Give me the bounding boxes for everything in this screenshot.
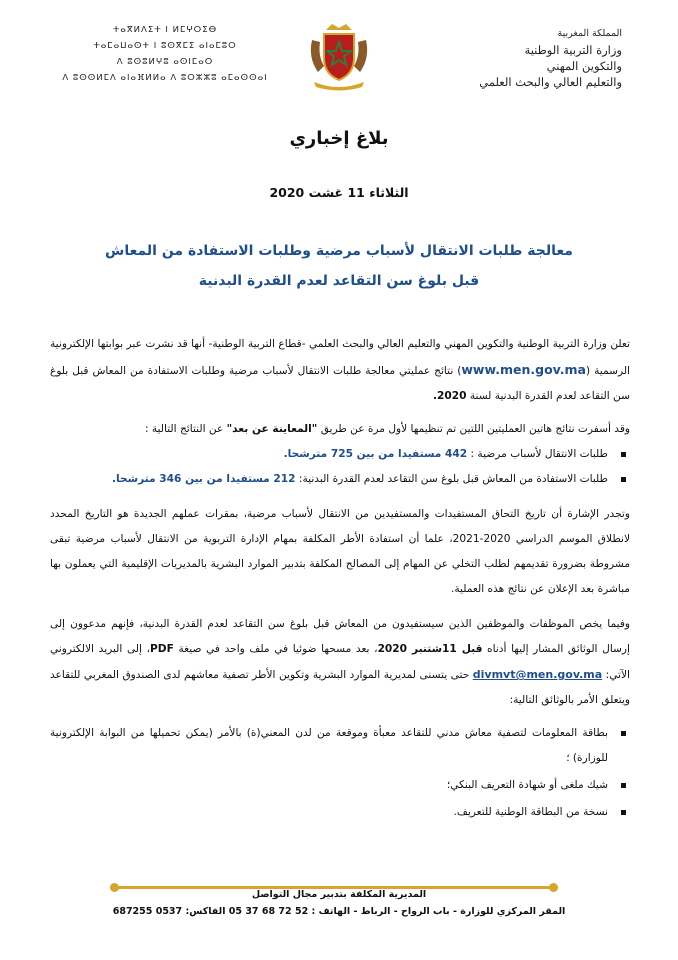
document-body (50, 332, 630, 827)
list-item: بطاقة المعلومات لتصفية معاش مدني للتقاعد معبأة وموقعة من لدن المعني(ة) بالأمر (يمكن تحميلها من البوابة الإلكترونية للوزارة) ؛ (50, 721, 630, 771)
ministry-line: ⴷ ⵓⵙⵓⵍⵖⵓ ⴰⵙⵏⵎⴰⵔ (116, 57, 214, 67)
royal-emblem-icon (304, 20, 374, 92)
list-item: شيك ملغى أو شهادة التعريف البنكي؛ (50, 773, 630, 798)
format-text: PDF (150, 643, 174, 655)
ministry-name-tifinagh (40, 22, 290, 86)
list-item (50, 467, 630, 492)
ministry-name-arabic (462, 26, 622, 90)
paragraph-documents-intro (50, 612, 630, 713)
ministry-line: ⵜⴰⴳⵍⴷⵉⵜ ⵏ ⵍⵎⵖⵔⵉⴱ (112, 25, 218, 35)
ministry-line: المملكة المغربية (557, 28, 622, 39)
text: وقد أسفرت نتائج هاتين العمليتين اللتين تم تنظيمها لأول مرة عن طريق (317, 423, 630, 435)
document-title: بلاغ إخباري (289, 128, 389, 149)
document-subject (0, 236, 678, 296)
ministry-line: ⵜⴰⵎⴰⵡⴰⵙⵜ ⵏ ⵓⵙⴳⵎⵉ ⴰⵏⴰⵎⵓⵔ (93, 41, 237, 51)
document-date: الثلاثاء 11 غشت 2020 (269, 185, 409, 200)
ministry-website-link[interactable]: www.men.gov.ma (461, 362, 586, 377)
paragraph-intro (50, 332, 630, 409)
result-label: طلبات الانتقال لأسباب مرضية : (467, 448, 608, 460)
ministry-line: والتكوين المهني (546, 59, 622, 73)
ministry-line: والتعليم العالي والبحث العلمي (479, 75, 622, 89)
paragraph-joining-date: وتجدر الإشارة أن تاريخ التحاق المستفيدات والمستفيدين من الانتقال لأسباب مرضية، بمقرات عملهم الجديدة هو التاريخ المحدد لانطلاق الموسم الدراسي 2020-2021، علما أن استفادة الأطر المكلفة بمهام الإدارة التربوية من الانتقال لأسباب مرضية تبقى مشروطة بضرورة تقديمهم لطلب التخلي عن المهام إلى المصالح المكلفة بتدبير الموارد البشرية بالمديريات الإقليمية التي يعملون بها مباشرة بعد الإعلان عن نتائج هذه العملية. (50, 508, 631, 595)
results-list (50, 442, 630, 492)
text: ، إلى البريد الالكتروني الآتي: (50, 643, 630, 681)
ministry-line: ⴷ ⵓⵙⵙⵍⵎⴷ ⴰⵏⴰⴼⵍⵍⴰ ⴷ ⵓⵔⵣⵣⵓ ⴰⵎⴰⵙⵙⴰⵏ (62, 73, 268, 83)
documents-list (50, 721, 630, 825)
ministry-line: وزارة التربية الوطنية (524, 43, 622, 57)
paragraph-results-intro (50, 417, 630, 442)
text: ، بعد مسحها ضوئيا في ملف واحد في صيغة (173, 643, 378, 655)
text: حتى يتسنى لمديرية الموارد البشرية وتكوين الأطر تصفية معاشهم لدى الصندوق المغربي للتقاعد ويتعلق الأمر بالوثائق التالية: (50, 669, 630, 706)
email-link[interactable]: divmvt@men.gov.ma (472, 668, 603, 681)
list-item (50, 442, 630, 467)
deadline-text: قبل 11شتنبر 2020 (377, 643, 483, 655)
footer-contact: المقر المركزي للوزارة - باب الرواح - الرباط - الهاتف : 52 72 68 37 05 الفاكس: 0537 687255 (112, 906, 566, 917)
text: ) نتائج عمليتي معالجة طلبات الانتقال لأسباب مرضية وطلبات الاستفادة من المعاش قبل بلوغ سن التقاعد لعدم القدرة البدنية لسنة (50, 365, 630, 402)
result-label: طلبات الاستفادة من المعاش قبل بلوغ سن التقاعد لعدم القدرة البدنية: (295, 473, 608, 485)
method-text: "المعاينة عن بعد" (226, 423, 318, 435)
subject-line: قبل بلوغ سن التقاعد لعدم القدرة البدنية (198, 273, 480, 289)
list-item: نسخة من البطاقة الوطنية للتعريف. (50, 800, 630, 825)
result-value: 442 مستفيدا من بين 725 مترشحا. (283, 448, 468, 460)
text: تعلن وزارة التربية الوطنية والتكوين المهني والتعليم العالي والبحث العلمي -قطاع التربية الوطنية- أنها قد نشرت عبر بوابتها الإلكترونية الرسمية ( (50, 338, 630, 377)
result-value: 212 مستفيدا من بين 346 مترشحا. (112, 473, 296, 485)
text: وفيما يخص الموظفات والموظفين الذين سيستفيدون من المعاش قبل بلوغ سن التقاعد لعدم القدرة البدنية، فإنهم مدعوون إلى إرسال الوثائق المشار إليها أدناه (50, 618, 630, 655)
year-text: 2020. (432, 390, 467, 402)
footer-department: المديرية المكلفة بتدبير مجال التواصل (251, 889, 427, 900)
subject-line: معالجة طلبات الانتقال لأسباب مرضية وطلبات الاستفادة من المعاش (105, 243, 573, 259)
text: عن النتائج التالية : (144, 423, 227, 435)
